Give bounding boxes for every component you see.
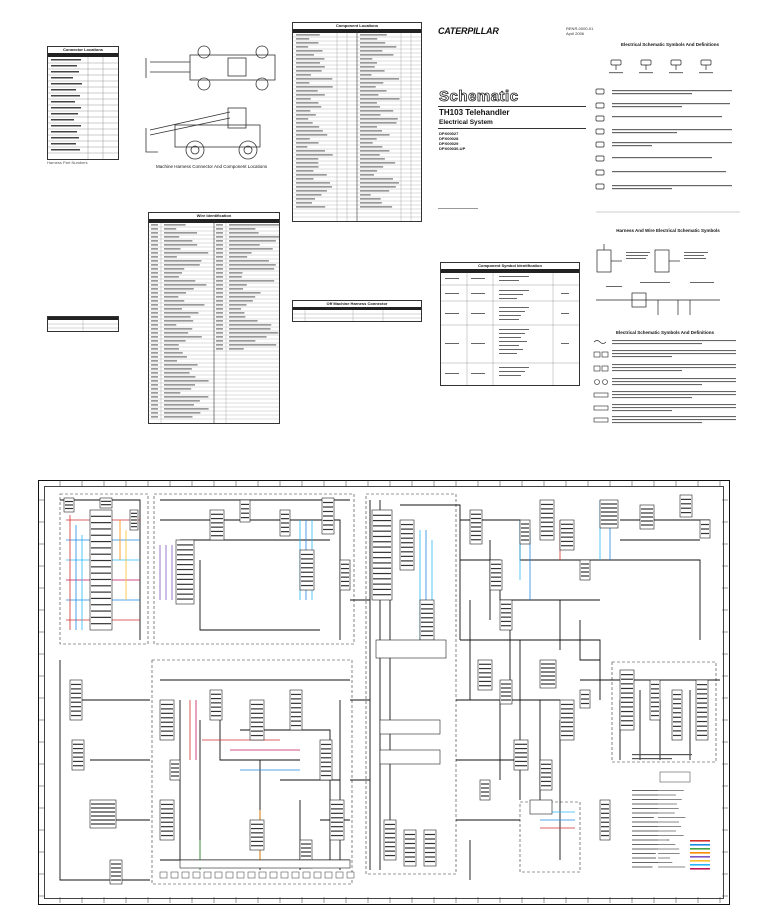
table-cell bbox=[164, 408, 209, 409]
table-cell bbox=[164, 328, 192, 329]
table-cell bbox=[360, 62, 377, 63]
schematic-sheet-border bbox=[44, 486, 724, 899]
table-cell bbox=[360, 94, 378, 95]
serial-1: DPX00027 bbox=[439, 131, 459, 136]
table-cell bbox=[216, 336, 223, 337]
table-cell bbox=[216, 252, 223, 253]
table-cell bbox=[229, 280, 274, 281]
table-cell bbox=[164, 244, 197, 245]
table-cell bbox=[216, 340, 223, 341]
table-cell bbox=[229, 312, 244, 313]
table-cell bbox=[151, 368, 158, 369]
table-cell bbox=[296, 162, 318, 163]
table-cell bbox=[296, 86, 333, 87]
table-cell bbox=[296, 118, 308, 119]
off-machine-table-grid bbox=[48, 317, 118, 331]
wire-table-grid bbox=[149, 213, 279, 423]
table-cell bbox=[360, 162, 395, 163]
machine-top-view bbox=[146, 46, 275, 90]
table-cell bbox=[151, 384, 158, 385]
table-cell bbox=[151, 268, 158, 269]
table-cell bbox=[296, 98, 311, 99]
table-cell bbox=[360, 34, 387, 35]
table-cell bbox=[151, 336, 158, 337]
table-cell bbox=[216, 292, 223, 293]
table-cell bbox=[164, 392, 180, 393]
table-cell bbox=[151, 328, 158, 329]
table-cell bbox=[296, 154, 333, 155]
table-cell bbox=[296, 134, 327, 135]
table-cell bbox=[360, 130, 382, 131]
table-cell bbox=[229, 320, 258, 321]
table-cell bbox=[164, 340, 186, 341]
table-cell bbox=[164, 280, 195, 281]
table-cell bbox=[151, 284, 158, 285]
table-cell bbox=[296, 78, 332, 79]
table-cell bbox=[151, 360, 158, 361]
harness-symbols-title: Harness And Wire Electrical Schematic Symbols bbox=[616, 228, 720, 233]
notes-text bbox=[612, 340, 736, 423]
table-cell bbox=[216, 256, 223, 257]
table-cell bbox=[216, 348, 223, 349]
table-cell bbox=[360, 74, 372, 75]
table-cell bbox=[164, 268, 184, 269]
table-cell bbox=[229, 252, 252, 253]
table-cell bbox=[164, 240, 192, 241]
subtitle-rule bbox=[438, 128, 586, 129]
table-cell bbox=[164, 324, 176, 325]
table-cell bbox=[151, 296, 158, 297]
table-cell bbox=[229, 276, 242, 277]
symbol-reference-table bbox=[292, 300, 422, 322]
table-cell bbox=[296, 66, 325, 67]
table-cell bbox=[151, 316, 158, 317]
table-cell bbox=[164, 404, 194, 405]
small-table-title: Off Machine Harness Connector bbox=[326, 301, 388, 306]
table-cell bbox=[216, 288, 223, 289]
brand-text: CATERPILLAR bbox=[438, 26, 499, 36]
table-cell bbox=[229, 284, 247, 285]
table-cell bbox=[296, 150, 325, 151]
component-locations-table bbox=[292, 22, 422, 222]
doc-number: RENR-0000-01 bbox=[566, 26, 594, 31]
table-cell bbox=[151, 344, 158, 345]
table-cell bbox=[151, 400, 158, 401]
table-cell bbox=[164, 248, 181, 249]
table-cell bbox=[360, 98, 400, 99]
table-cell bbox=[164, 228, 176, 229]
table-cell bbox=[151, 228, 158, 229]
table-cell bbox=[360, 178, 393, 179]
table-cell bbox=[296, 106, 321, 107]
component-symbol-grid bbox=[441, 263, 579, 385]
table-cell bbox=[229, 256, 247, 257]
table-cell bbox=[216, 248, 223, 249]
table-cell bbox=[151, 312, 158, 313]
table-cell bbox=[296, 46, 308, 47]
table-cell bbox=[151, 292, 158, 293]
table-cell bbox=[164, 276, 179, 277]
table-cell bbox=[164, 416, 193, 417]
table-cell bbox=[229, 288, 243, 289]
component-table-grid bbox=[293, 23, 421, 221]
table-cell bbox=[229, 224, 279, 225]
table-cell bbox=[296, 126, 319, 127]
model-subtitle: TH103 Telehandler bbox=[439, 108, 510, 117]
connector-locations-table bbox=[47, 46, 119, 160]
table-cell bbox=[164, 300, 184, 301]
table-cell bbox=[360, 166, 383, 167]
table-cell bbox=[360, 66, 375, 67]
table-cell bbox=[360, 122, 397, 123]
table-cell bbox=[360, 146, 382, 147]
table-cell bbox=[164, 312, 198, 313]
table-cell bbox=[216, 280, 223, 281]
table-cell bbox=[151, 372, 158, 373]
table-cell bbox=[296, 74, 311, 75]
table-cell bbox=[360, 154, 380, 155]
table-cell bbox=[229, 292, 261, 293]
switch-labels bbox=[609, 72, 713, 73]
serial-2: DPX00028 bbox=[439, 136, 459, 141]
table-cell bbox=[164, 296, 178, 297]
table-cell bbox=[360, 118, 398, 119]
table-cell bbox=[360, 182, 399, 183]
table-cell bbox=[164, 264, 200, 265]
table-cell bbox=[216, 236, 223, 237]
table-cell bbox=[296, 38, 309, 39]
table-cell bbox=[216, 320, 223, 321]
table-cell bbox=[229, 228, 255, 229]
table-cell bbox=[151, 348, 158, 349]
table-cell bbox=[360, 102, 377, 103]
table-cell bbox=[164, 304, 204, 305]
table-cell bbox=[296, 198, 315, 199]
table-cell bbox=[229, 304, 246, 305]
table-cell bbox=[296, 142, 319, 143]
table-cell bbox=[360, 86, 376, 87]
table-cell bbox=[216, 276, 223, 277]
table-cell bbox=[151, 320, 158, 321]
wire-identification-table bbox=[148, 212, 280, 424]
table-cell bbox=[216, 296, 223, 297]
table-cell bbox=[164, 292, 186, 293]
table-cell bbox=[229, 332, 278, 333]
footer-left-text bbox=[438, 208, 478, 215]
table-cell bbox=[164, 320, 193, 321]
table-cell bbox=[151, 300, 158, 301]
table-cell bbox=[360, 206, 392, 207]
table-cell bbox=[360, 202, 382, 203]
table-cell bbox=[360, 126, 377, 127]
table-cell bbox=[151, 388, 158, 389]
table-cell bbox=[151, 260, 158, 261]
table-cell bbox=[229, 308, 241, 309]
table-cell bbox=[151, 252, 158, 253]
table-cell bbox=[216, 344, 223, 345]
table-cell bbox=[151, 380, 158, 381]
table-cell bbox=[151, 272, 158, 273]
table-cell bbox=[151, 356, 158, 357]
table-cell bbox=[296, 102, 318, 103]
table-cell bbox=[151, 288, 158, 289]
table-cell bbox=[296, 54, 314, 55]
table-cell bbox=[164, 336, 202, 337]
table-cell bbox=[151, 236, 158, 237]
table-cell bbox=[164, 344, 179, 345]
doc-date: April 2006 bbox=[566, 31, 585, 36]
table-cell bbox=[216, 268, 223, 269]
table-cell bbox=[360, 90, 387, 91]
table-cell bbox=[164, 308, 182, 309]
table-cell bbox=[151, 232, 158, 233]
table-cell bbox=[216, 272, 223, 273]
table-cell bbox=[164, 388, 191, 389]
table-cell bbox=[164, 372, 190, 373]
table-cell bbox=[296, 138, 310, 139]
table-cell bbox=[229, 340, 255, 341]
table-cell bbox=[296, 58, 324, 59]
table-cell bbox=[151, 244, 158, 245]
table-cell bbox=[151, 264, 158, 265]
table-cell bbox=[360, 106, 380, 107]
table-cell bbox=[229, 268, 274, 269]
table-cell bbox=[360, 186, 396, 187]
brand-logo bbox=[438, 26, 499, 36]
table-cell bbox=[151, 364, 158, 365]
table-cell bbox=[164, 412, 200, 413]
table-cell bbox=[229, 300, 253, 301]
table-cell bbox=[296, 62, 320, 63]
table-cell bbox=[296, 146, 307, 147]
harness-diagram-labels bbox=[606, 252, 714, 287]
table-cell bbox=[164, 384, 195, 385]
harness-footnote: Harness Part Numbers bbox=[47, 160, 88, 165]
table-cell bbox=[229, 232, 259, 233]
table-cell bbox=[151, 324, 158, 325]
table-cell bbox=[296, 194, 322, 195]
mid-table-title: Component Symbol Identification bbox=[478, 263, 542, 268]
table-cell bbox=[151, 304, 158, 305]
table-cell bbox=[296, 206, 325, 207]
table-cell bbox=[164, 332, 188, 333]
table-cell bbox=[164, 368, 192, 369]
table-cell bbox=[164, 380, 209, 381]
table-cell bbox=[164, 260, 201, 261]
table-cell bbox=[296, 122, 313, 123]
table-cell bbox=[216, 244, 223, 245]
table-cell bbox=[216, 304, 223, 305]
table-cell bbox=[151, 408, 158, 409]
table-cell bbox=[360, 114, 381, 115]
table-cell bbox=[229, 240, 276, 241]
table-cell bbox=[151, 224, 158, 225]
table-cell bbox=[360, 142, 373, 143]
serial-4: DPX00030-UP bbox=[439, 146, 466, 151]
symbols-title: Electrical Schematic Symbols And Definitions bbox=[620, 42, 720, 47]
table-cell bbox=[360, 54, 393, 55]
serial-3: DPX00029 bbox=[439, 141, 459, 146]
table-cell bbox=[360, 50, 382, 51]
table-cell bbox=[229, 324, 271, 325]
table-cell bbox=[151, 248, 158, 249]
table-cell bbox=[296, 158, 318, 159]
table-cell bbox=[151, 340, 158, 341]
table-cell bbox=[216, 324, 223, 325]
table-cell bbox=[151, 276, 158, 277]
table-cell bbox=[296, 182, 330, 183]
table-cell bbox=[164, 252, 208, 253]
table-cell bbox=[216, 312, 223, 313]
table-cell bbox=[360, 42, 385, 43]
table-cell bbox=[360, 150, 389, 151]
table-cell bbox=[151, 416, 158, 417]
table-cell bbox=[151, 412, 158, 413]
table-cell bbox=[164, 256, 177, 257]
table-cell bbox=[360, 174, 374, 175]
system-subtitle: Electrical System bbox=[439, 119, 493, 126]
table-cell bbox=[151, 392, 158, 393]
table-cell bbox=[164, 232, 197, 233]
table-cell bbox=[216, 264, 223, 265]
title-rule bbox=[438, 106, 586, 107]
table-cell bbox=[151, 404, 158, 405]
table-cell bbox=[164, 272, 182, 273]
notes-symbol-icons bbox=[594, 341, 608, 423]
table-cell bbox=[296, 178, 314, 179]
notes-title: Electrical Schematic Symbols And Definitions bbox=[615, 330, 715, 335]
table-cell bbox=[164, 400, 200, 401]
table-cell bbox=[360, 194, 371, 195]
table-cell bbox=[296, 90, 318, 91]
table-cell bbox=[216, 332, 223, 333]
table-cell bbox=[229, 316, 245, 317]
table-cell bbox=[164, 364, 198, 365]
table-cell bbox=[164, 224, 186, 225]
table-cell bbox=[164, 236, 179, 237]
table-cell bbox=[360, 158, 385, 159]
table-cell bbox=[296, 34, 320, 35]
table-cell bbox=[229, 236, 279, 237]
table-cell bbox=[360, 82, 383, 83]
table-cell bbox=[216, 316, 223, 317]
table-cell bbox=[216, 308, 223, 309]
table-cell bbox=[360, 70, 385, 71]
table-cell bbox=[164, 352, 183, 353]
table-cell bbox=[360, 78, 399, 79]
table-cell bbox=[151, 332, 158, 333]
off-machine-connector-table bbox=[47, 316, 119, 332]
table-cell bbox=[151, 240, 158, 241]
component-table-title: Component Locations bbox=[335, 23, 379, 28]
serial-list bbox=[439, 131, 465, 151]
table-cell bbox=[229, 336, 267, 337]
connector-table-grid bbox=[48, 47, 118, 159]
table-cell bbox=[360, 110, 393, 111]
table-cell bbox=[296, 166, 319, 167]
table-cell bbox=[360, 190, 389, 191]
table-cell bbox=[216, 284, 223, 285]
symbol-reference-grid bbox=[293, 301, 421, 321]
table-cell bbox=[296, 186, 332, 187]
table-cell bbox=[151, 376, 158, 377]
table-cell bbox=[296, 170, 313, 171]
table-cell bbox=[229, 344, 276, 345]
table-cell bbox=[216, 300, 223, 301]
table-cell bbox=[151, 280, 158, 281]
table-cell bbox=[229, 248, 273, 249]
table-cell bbox=[296, 190, 327, 191]
table-cell bbox=[360, 134, 390, 135]
table-cell bbox=[164, 316, 191, 317]
table-cell bbox=[296, 70, 322, 71]
table-cell bbox=[164, 360, 177, 361]
table-cell bbox=[296, 50, 323, 51]
table-cell bbox=[296, 174, 327, 175]
table-cell bbox=[296, 130, 323, 131]
table-cell bbox=[229, 296, 255, 297]
table-cell bbox=[296, 110, 310, 111]
table-cell bbox=[216, 224, 223, 225]
table-cell bbox=[296, 114, 316, 115]
table-cell bbox=[296, 42, 318, 43]
wire-table-title: Wire Identification bbox=[196, 213, 232, 218]
table-cell bbox=[360, 46, 396, 47]
table-cell bbox=[216, 228, 223, 229]
table-cell bbox=[360, 170, 377, 171]
table-cell bbox=[216, 240, 223, 241]
table-cell bbox=[151, 256, 158, 257]
table-cell bbox=[164, 396, 208, 397]
page-title: Schematic bbox=[439, 88, 519, 105]
table-cell bbox=[164, 376, 195, 377]
connector-table-title: Connector Locations bbox=[62, 47, 103, 52]
table-cell bbox=[296, 202, 312, 203]
switch-symbols-row bbox=[611, 60, 711, 70]
table-cell bbox=[164, 348, 179, 349]
table-cell bbox=[296, 82, 309, 83]
harness-symbol-diagram bbox=[596, 244, 720, 315]
table-cell bbox=[229, 272, 242, 273]
table-cell bbox=[164, 356, 187, 357]
table-cell bbox=[360, 198, 381, 199]
table-cell bbox=[229, 264, 276, 265]
table-cell bbox=[360, 58, 372, 59]
table-cell bbox=[151, 308, 158, 309]
table-cell bbox=[229, 328, 271, 329]
table-cell bbox=[229, 244, 260, 245]
symbol-definition-text bbox=[612, 90, 732, 189]
table-cell bbox=[216, 232, 223, 233]
component-symbol-table bbox=[440, 262, 580, 386]
table-cell bbox=[360, 138, 377, 139]
table-cell bbox=[229, 348, 244, 349]
table-cell bbox=[164, 288, 194, 289]
table-cell bbox=[229, 260, 269, 261]
table-cell bbox=[216, 260, 223, 261]
table-cell bbox=[151, 352, 158, 353]
table-cell bbox=[360, 38, 377, 39]
machine-caption: Machine Harness Connector And Component Locations bbox=[156, 164, 268, 169]
table-cell bbox=[216, 328, 223, 329]
table-cell bbox=[164, 284, 206, 285]
machine-side-view bbox=[146, 108, 260, 159]
table-cell bbox=[151, 396, 158, 397]
symbol-definition-icons bbox=[596, 89, 604, 189]
table-cell bbox=[296, 94, 325, 95]
